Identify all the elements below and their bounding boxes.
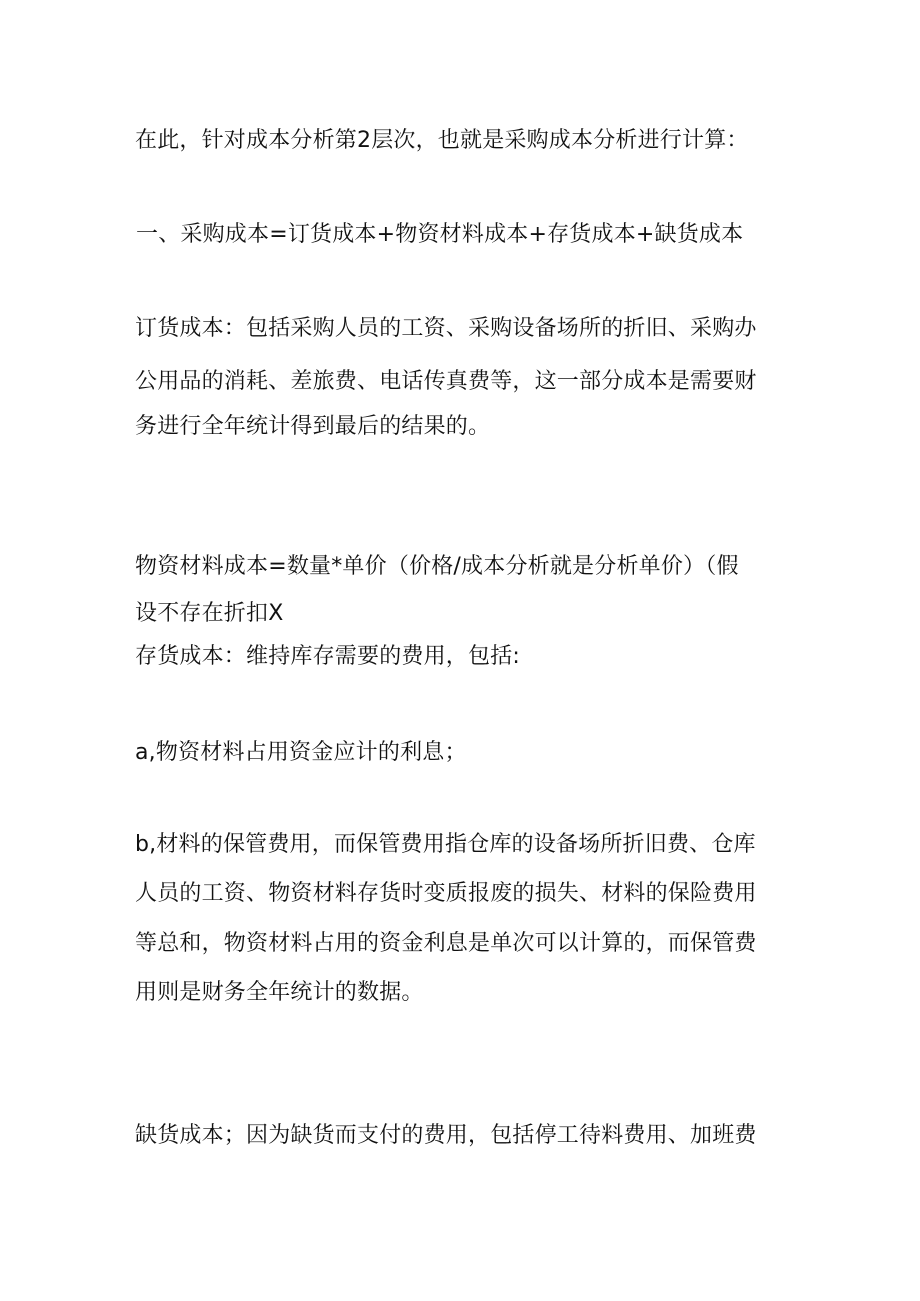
list-item-b-line-1: b,材料的保管费用，而保管费用指仓库的设备场所折旧费、仓库 [135, 832, 756, 857]
material-cost-line-2: 设不存在折扣X [135, 601, 284, 626]
list-item-b-line-4: 用则是财务全年统计的数据。 [135, 980, 424, 1005]
inventory-cost-paragraph: 存货成本：维持库存需要的费用，包括: [135, 644, 521, 669]
procurement-cost-formula: 一、采购成本=订货成本+物资材料成本+存货成本+缺货成本 [136, 222, 744, 247]
shortage-cost-paragraph: 缺货成本；因为缺货而支付的费用，包括停工待料费用、加班费 [135, 1123, 757, 1148]
ordering-cost-line-3: 务进行全年统计得到最后的结果的。 [135, 414, 491, 439]
ordering-cost-line-1: 订货成本：包括采购人员的工资、采购设备场所的折旧、采购办 [135, 316, 757, 341]
list-item-b-line-2: 人员的工资、物资材料存货时变质报废的损失、材料的保险费用 [135, 881, 757, 906]
list-item-b-line-3: 等总和，物资材料占用的资金利息是单次可以计算的，而保管费 [135, 931, 757, 956]
material-cost-line-1: 物资材料成本=数量*单价（价格/成本分析就是分析单价）（假 [135, 554, 739, 579]
list-item-a: a,物资材料占用资金应计的利息； [135, 740, 467, 765]
intro-paragraph: 在此，针对成本分析第2层次，也就是采购成本分析进行计算： [135, 128, 749, 153]
ordering-cost-line-2: 公用品的消耗、差旅费、电话传真费等，这一部分成本是需要财 [135, 369, 757, 394]
